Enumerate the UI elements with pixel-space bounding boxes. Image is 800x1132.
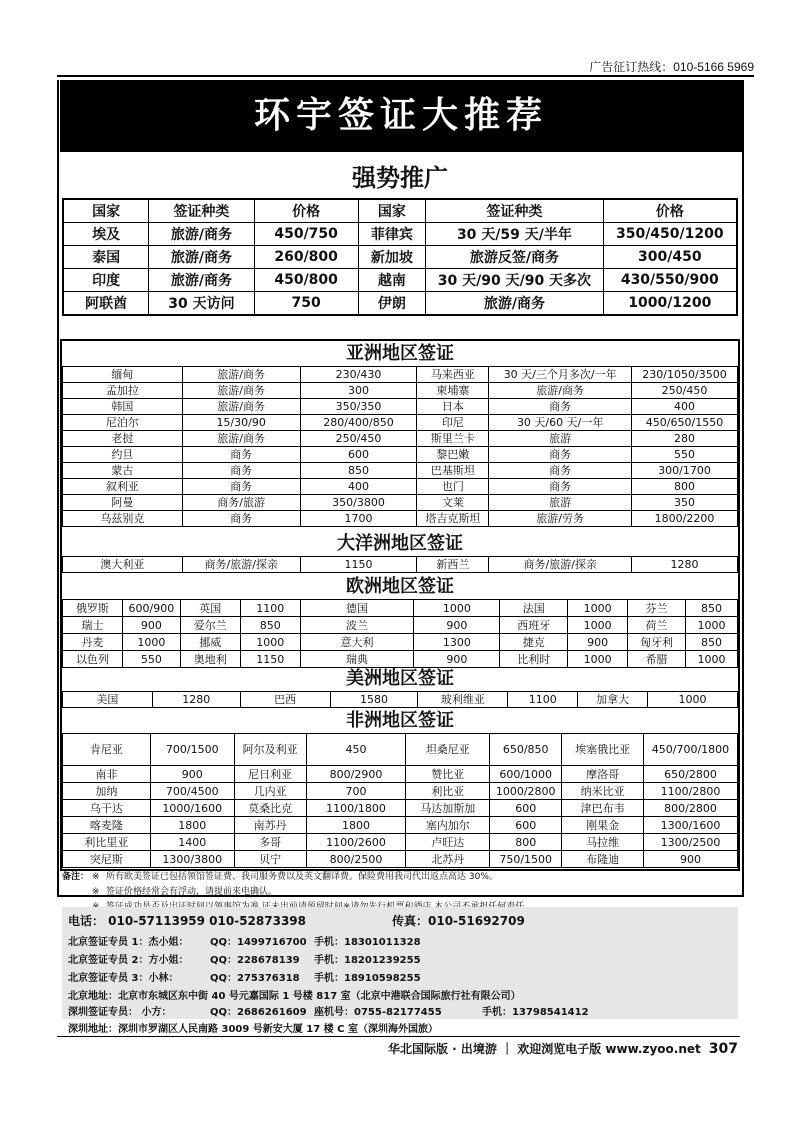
table-cell: 塞内加尔: [406, 817, 490, 834]
table-cell: 280/400/850: [300, 415, 417, 431]
table-cell: 北苏丹: [406, 851, 490, 868]
table-cell: 1150: [240, 651, 300, 668]
table-cell: 匈牙利: [628, 634, 686, 651]
table-cell: 900: [122, 617, 180, 634]
table-row: [63, 557, 738, 573]
table-cell: 新西兰: [417, 557, 489, 573]
oceania-section-title: 大洋洲地区签证: [337, 533, 463, 554]
africa-visa-table: [62, 733, 738, 868]
agent-1-label: 北京签证专员 1：杰小姐：: [68, 937, 189, 948]
agent-3-mobile: 手机：18910598255: [314, 973, 421, 984]
table-cell: 泰国: [63, 246, 149, 269]
table-cell: 菲律宾: [358, 223, 426, 246]
shenzhen-agent-seat: 座机号：0755-82177455: [314, 1007, 442, 1018]
table-row: [63, 734, 738, 766]
table-cell: 700: [306, 783, 406, 800]
table-cell: 1100/1800: [306, 800, 406, 817]
table-cell: 800/2500: [306, 851, 406, 868]
table-cell: 阿尔及利亚: [234, 734, 306, 766]
table-cell: 商务: [182, 479, 300, 495]
table-cell: 挪威: [180, 634, 240, 651]
table-cell: 450/750: [254, 223, 358, 246]
agent-3-qq: QQ：275376318: [210, 973, 300, 984]
table-cell: 马拉维: [562, 834, 644, 851]
america-section-title: 美洲地区签证: [346, 668, 454, 689]
table-cell: 350/450/1200: [603, 223, 737, 246]
table-row: [63, 367, 738, 383]
table-cell: 800/2800: [643, 800, 737, 817]
table-cell: 尼日利亚: [234, 766, 306, 783]
table-cell: 突尼斯: [63, 851, 151, 868]
table-cell: 商务/旅游/探亲: [489, 557, 632, 573]
table-cell: 30 天/60 天/一年: [489, 415, 632, 431]
table-cell: 250/450: [300, 431, 417, 447]
table-cell: 1150: [300, 557, 417, 573]
table-cell: 刚果金: [562, 817, 644, 834]
table-cell: 商务: [489, 463, 632, 479]
table-row: [63, 246, 737, 269]
table-cell: 350/350: [300, 399, 417, 415]
table-cell: 津巴布韦: [562, 800, 644, 817]
table-cell: 南非: [63, 766, 151, 783]
table-cell: 莫桑比克: [234, 800, 306, 817]
table-cell: 1100/2800: [643, 783, 737, 800]
note-mark: ※: [92, 872, 100, 882]
table-cell: 1100/2600: [306, 834, 406, 851]
table-cell: 法国: [500, 600, 568, 617]
table-cell: 350/3800: [300, 495, 417, 511]
table-cell: 600: [490, 800, 562, 817]
table-cell: 加拿大: [578, 692, 648, 708]
table-cell: 旅游/商务: [149, 269, 255, 292]
table-cell: 日本: [417, 399, 489, 415]
table-cell: 1800/2200: [632, 511, 738, 527]
table-cell: 旅游/商务: [489, 383, 632, 399]
table-row: [63, 800, 738, 817]
table-cell: 1800: [150, 817, 234, 834]
table-cell: 450/700/1800: [643, 734, 737, 766]
table-cell: 300: [300, 383, 417, 399]
table-cell: 商务: [182, 511, 300, 527]
table-cell: 600: [300, 447, 417, 463]
table-cell: 1000: [648, 692, 738, 708]
note-mark: ※: [92, 887, 100, 897]
table-cell: 马达加斯加: [406, 800, 490, 817]
notes-label: 备注：: [62, 872, 90, 882]
europe-section-title: 欧洲地区签证: [346, 576, 454, 597]
table-row: [63, 479, 738, 495]
table-cell: 700/1500: [150, 734, 234, 766]
table-cell: 印度: [63, 269, 149, 292]
table-cell: 芬兰: [628, 600, 686, 617]
table-cell: 230/430: [300, 367, 417, 383]
table-cell: 260/800: [254, 246, 358, 269]
table-cell: 以色列: [63, 651, 123, 668]
strong-promo-table: [62, 198, 738, 316]
table-cell: 丹麦: [63, 634, 123, 651]
table-cell: 商务/旅游: [182, 495, 300, 511]
table-row: [63, 415, 738, 431]
table-cell: 280: [632, 431, 738, 447]
table-cell: 瑞士: [63, 617, 123, 634]
table-cell: 老挝: [63, 431, 183, 447]
table-cell: 750: [254, 292, 358, 316]
table-cell: 瑞典: [300, 651, 414, 668]
table-cell: 30 天/90 天/90 天多次: [426, 269, 603, 292]
table-cell: 印尼: [417, 415, 489, 431]
table-header-cell: 价格: [254, 199, 358, 223]
footer-text: 华北国际版 · 出境游 ｜ 欢迎浏览电子版 www.zyoo.net: [387, 1042, 701, 1056]
table-cell: 1280: [632, 557, 738, 573]
table-cell: 430/550/900: [603, 269, 737, 292]
table-cell: 贝宁: [234, 851, 306, 868]
table-cell: 蒙古: [63, 463, 183, 479]
table-cell: 1000/2800: [490, 783, 562, 800]
table-cell: 30 天/三个月多次/一年: [489, 367, 632, 383]
table-cell: 900: [414, 651, 500, 668]
table-cell: 孟加拉: [63, 383, 183, 399]
table-row: [63, 383, 738, 399]
table-cell: 旅游/劳务: [489, 511, 632, 527]
table-cell: 300/450: [603, 246, 737, 269]
table-row: [63, 692, 738, 708]
table-cell: 商务: [182, 447, 300, 463]
table-cell: 叙利亚: [63, 479, 183, 495]
shenzhen-address: 深圳地址：深圳市罗湖区人民南路 3009 号新安大厦 17 楼 C 室（深圳海外国旅）: [68, 1024, 438, 1035]
table-cell: 黎巴嫩: [417, 447, 489, 463]
table-cell: 15/30/90: [182, 415, 300, 431]
table-cell: 850: [685, 600, 737, 617]
table-cell: 商务: [489, 479, 632, 495]
table-cell: 越南: [358, 269, 426, 292]
table-cell: 韩国: [63, 399, 183, 415]
footer: [388, 1040, 738, 1057]
table-cell: 新加坡: [358, 246, 426, 269]
table-cell: 旅游/商务: [182, 367, 300, 383]
table-row: [63, 634, 738, 651]
table-cell: 乌兹别克: [63, 511, 183, 527]
top-rule: [57, 75, 754, 77]
table-cell: 纳米比亚: [562, 783, 644, 800]
table-cell: 600/1000: [490, 766, 562, 783]
table-cell: 600: [490, 817, 562, 834]
contact-phone: 电话： 010-57113959 010-52873398: [68, 914, 307, 928]
table-cell: 1100: [240, 600, 300, 617]
table-cell: 800: [490, 834, 562, 851]
table-row: [63, 495, 738, 511]
table-cell: 旅游: [489, 431, 632, 447]
table-row: [63, 431, 738, 447]
table-cell: 缅甸: [63, 367, 183, 383]
table-row: [63, 834, 738, 851]
table-cell: 俄罗斯: [63, 600, 123, 617]
table-row: [63, 600, 738, 617]
table-row: [63, 617, 738, 634]
note-item: 所有欧美签证已包括领馆签证费、我司服务费以及英文翻译费。保险费用我司代出返点高达 30%。: [106, 872, 498, 882]
table-row: [63, 269, 737, 292]
table-cell: 450/800: [254, 269, 358, 292]
table-cell: 1000: [685, 617, 737, 634]
table-row: [63, 511, 738, 527]
table-cell: 商务: [182, 463, 300, 479]
note-item: 签证价格经常会有浮动，请提前来电确认。: [106, 887, 278, 897]
table-cell: 柬埔寨: [417, 383, 489, 399]
africa-section-title: 非洲地区签证: [346, 710, 454, 731]
table-row: [63, 199, 737, 223]
table-header-cell: 价格: [603, 199, 737, 223]
agent-3-label: 北京签证专员 3：小林：: [68, 973, 179, 984]
table-cell: 荷兰: [628, 617, 686, 634]
table-cell: 旅游反签/商务: [426, 246, 603, 269]
agent-2-qq: QQ：228678139: [210, 955, 300, 966]
table-cell: 英国: [180, 600, 240, 617]
table-cell: 几内亚: [234, 783, 306, 800]
shenzhen-agent-qq: QQ：2686261609: [210, 1007, 307, 1018]
table-cell: 马来西亚: [417, 367, 489, 383]
table-cell: 卢旺达: [406, 834, 490, 851]
table-cell: 400: [632, 399, 738, 415]
table-row: [63, 851, 738, 868]
table-cell: 1000: [568, 651, 628, 668]
table-row: [63, 651, 738, 668]
table-cell: 希腊: [628, 651, 686, 668]
beijing-address: 北京地址：北京市东城区东中街 40 号元嘉国际 1 号楼 817 室（北京中港联合国际旅行社有限公司）: [68, 991, 521, 1002]
table-cell: 1000/1200: [603, 292, 737, 316]
table-header-cell: 签证种类: [426, 199, 603, 223]
shenzhen-agent-label: 深圳签证专员： 小方：: [68, 1007, 172, 1018]
table-cell: 捷克: [500, 634, 568, 651]
table-cell: 德国: [300, 600, 414, 617]
table-cell: 埃及: [63, 223, 149, 246]
table-cell: 400: [300, 479, 417, 495]
table-cell: 澳大利亚: [63, 557, 183, 573]
table-cell: 加纳: [63, 783, 151, 800]
table-cell: 1300/3800: [150, 851, 234, 868]
table-cell: 750/1500: [490, 851, 562, 868]
table-cell: 美国: [63, 692, 153, 708]
table-cell: 300/1700: [632, 463, 738, 479]
table-cell: 比利时: [500, 651, 568, 668]
table-cell: 旅游/商务: [149, 223, 255, 246]
contact-panel: [62, 907, 738, 1019]
table-cell: 埃塞俄比亚: [562, 734, 644, 766]
table-cell: 波兰: [300, 617, 414, 634]
table-cell: 450: [306, 734, 406, 766]
table-cell: 旅游/商务: [182, 399, 300, 415]
table-cell: 1000: [568, 600, 628, 617]
table-row: [63, 447, 738, 463]
table-cell: 1400: [150, 834, 234, 851]
table-cell: 商务: [489, 447, 632, 463]
table-header-cell: 国家: [63, 199, 149, 223]
table-cell: 550: [632, 447, 738, 463]
table-cell: 1800: [306, 817, 406, 834]
table-cell: 塔吉克斯坦: [417, 511, 489, 527]
table-cell: 玻利维亚: [418, 692, 508, 708]
table-cell: 1000: [685, 651, 737, 668]
table-cell: 利比里亚: [63, 834, 151, 851]
asia-visa-table: [62, 366, 738, 527]
table-cell: 爱尔兰: [180, 617, 240, 634]
table-cell: 文莱: [417, 495, 489, 511]
table-cell: 利比亚: [406, 783, 490, 800]
table-cell: 1100: [508, 692, 578, 708]
table-cell: 肯尼亚: [63, 734, 151, 766]
table-cell: 1280: [152, 692, 240, 708]
table-row: [63, 463, 738, 479]
table-cell: 850: [240, 617, 300, 634]
europe-visa-table: [62, 599, 738, 668]
contact-fax: 传真：010-51692709: [392, 914, 525, 928]
table-cell: 旅游/商务: [182, 431, 300, 447]
table-cell: 旅游/商务: [426, 292, 603, 316]
table-cell: 230/1050/3500: [632, 367, 738, 383]
table-cell: 商务: [489, 399, 632, 415]
table-row: [63, 223, 737, 246]
table-cell: 350: [632, 495, 738, 511]
table-cell: 1580: [330, 692, 418, 708]
table-cell: 赞比亚: [406, 766, 490, 783]
table-row: [63, 399, 738, 415]
table-cell: 阿曼: [63, 495, 183, 511]
table-cell: 西班牙: [500, 617, 568, 634]
table-cell: 阿联酋: [63, 292, 149, 316]
table-cell: 1000: [240, 634, 300, 651]
america-visa-table: [62, 691, 738, 708]
table-cell: 800: [632, 479, 738, 495]
table-cell: 1700: [300, 511, 417, 527]
table-header-cell: 签证种类: [149, 199, 255, 223]
table-cell: 旅游/商务: [149, 246, 255, 269]
table-cell: 1300: [414, 634, 500, 651]
page-number: 307: [708, 1041, 738, 1057]
banner-title: 环宇签证大推荐: [60, 80, 742, 152]
oceania-visa-table: [62, 556, 738, 573]
table-cell: 450/650/1550: [632, 415, 738, 431]
table-cell: 斯里兰卡: [417, 431, 489, 447]
table-cell: 乌干达: [63, 800, 151, 817]
table-cell: 商务/旅游/探亲: [182, 557, 300, 573]
table-cell: 650/2800: [643, 766, 737, 783]
table-cell: 巴西: [240, 692, 330, 708]
agent-2-label: 北京签证专员 2：方小姐：: [68, 955, 189, 966]
agent-1-qq: QQ：1499716700: [210, 937, 307, 948]
table-cell: 喀麦隆: [63, 817, 151, 834]
table-cell: 伊朗: [358, 292, 426, 316]
table-cell: 550: [122, 651, 180, 668]
table-cell: 旅游/商务: [182, 383, 300, 399]
asia-section-title: 亚洲地区签证: [346, 343, 454, 364]
table-cell: 多哥: [234, 834, 306, 851]
table-cell: 约旦: [63, 447, 183, 463]
agent-1-mobile: 手机：18301011328: [314, 937, 421, 948]
table-cell: 布隆迪: [562, 851, 644, 868]
table-cell: 30 天访问: [149, 292, 255, 316]
table-cell: 1000: [122, 634, 180, 651]
table-header-cell: 国家: [358, 199, 426, 223]
table-cell: 900: [643, 851, 737, 868]
table-cell: 意大利: [300, 634, 414, 651]
table-cell: 30 天/59 天/半年: [426, 223, 603, 246]
table-cell: 900: [414, 617, 500, 634]
shenzhen-agent-mobile: 手机：13798541412: [482, 1007, 589, 1018]
table-cell: 1300/2500: [643, 834, 737, 851]
table-row: [63, 783, 738, 800]
table-cell: 900: [568, 634, 628, 651]
table-cell: 尼泊尔: [63, 415, 183, 431]
footer-rule: [57, 1036, 740, 1037]
table-cell: 800/2900: [306, 766, 406, 783]
table-cell: 700/4500: [150, 783, 234, 800]
table-cell: 南苏丹: [234, 817, 306, 834]
ad-hotline: 广告征订热线：010-5166 5969: [589, 60, 754, 74]
strong-promo-title: 强势推广: [352, 164, 448, 192]
table-cell: 650/850: [490, 734, 562, 766]
table-cell: 850: [300, 463, 417, 479]
table-cell: 也门: [417, 479, 489, 495]
table-cell: 坦桑尼亚: [406, 734, 490, 766]
table-cell: 1000/1600: [150, 800, 234, 817]
table-row: [63, 817, 738, 834]
table-cell: 1000: [414, 600, 500, 617]
agent-2-mobile: 手机：18201239255: [314, 955, 421, 966]
table-cell: 旅游: [489, 495, 632, 511]
table-cell: 600/900: [122, 600, 180, 617]
table-cell: 250/450: [632, 383, 738, 399]
table-cell: 巴基斯坦: [417, 463, 489, 479]
table-row: [63, 292, 737, 316]
table-cell: 900: [150, 766, 234, 783]
table-cell: 850: [685, 634, 737, 651]
table-cell: 摩洛哥: [562, 766, 644, 783]
table-cell: 奥地利: [180, 651, 240, 668]
table-cell: 1000: [568, 617, 628, 634]
table-row: [63, 766, 738, 783]
table-cell: 1300/1600: [643, 817, 737, 834]
